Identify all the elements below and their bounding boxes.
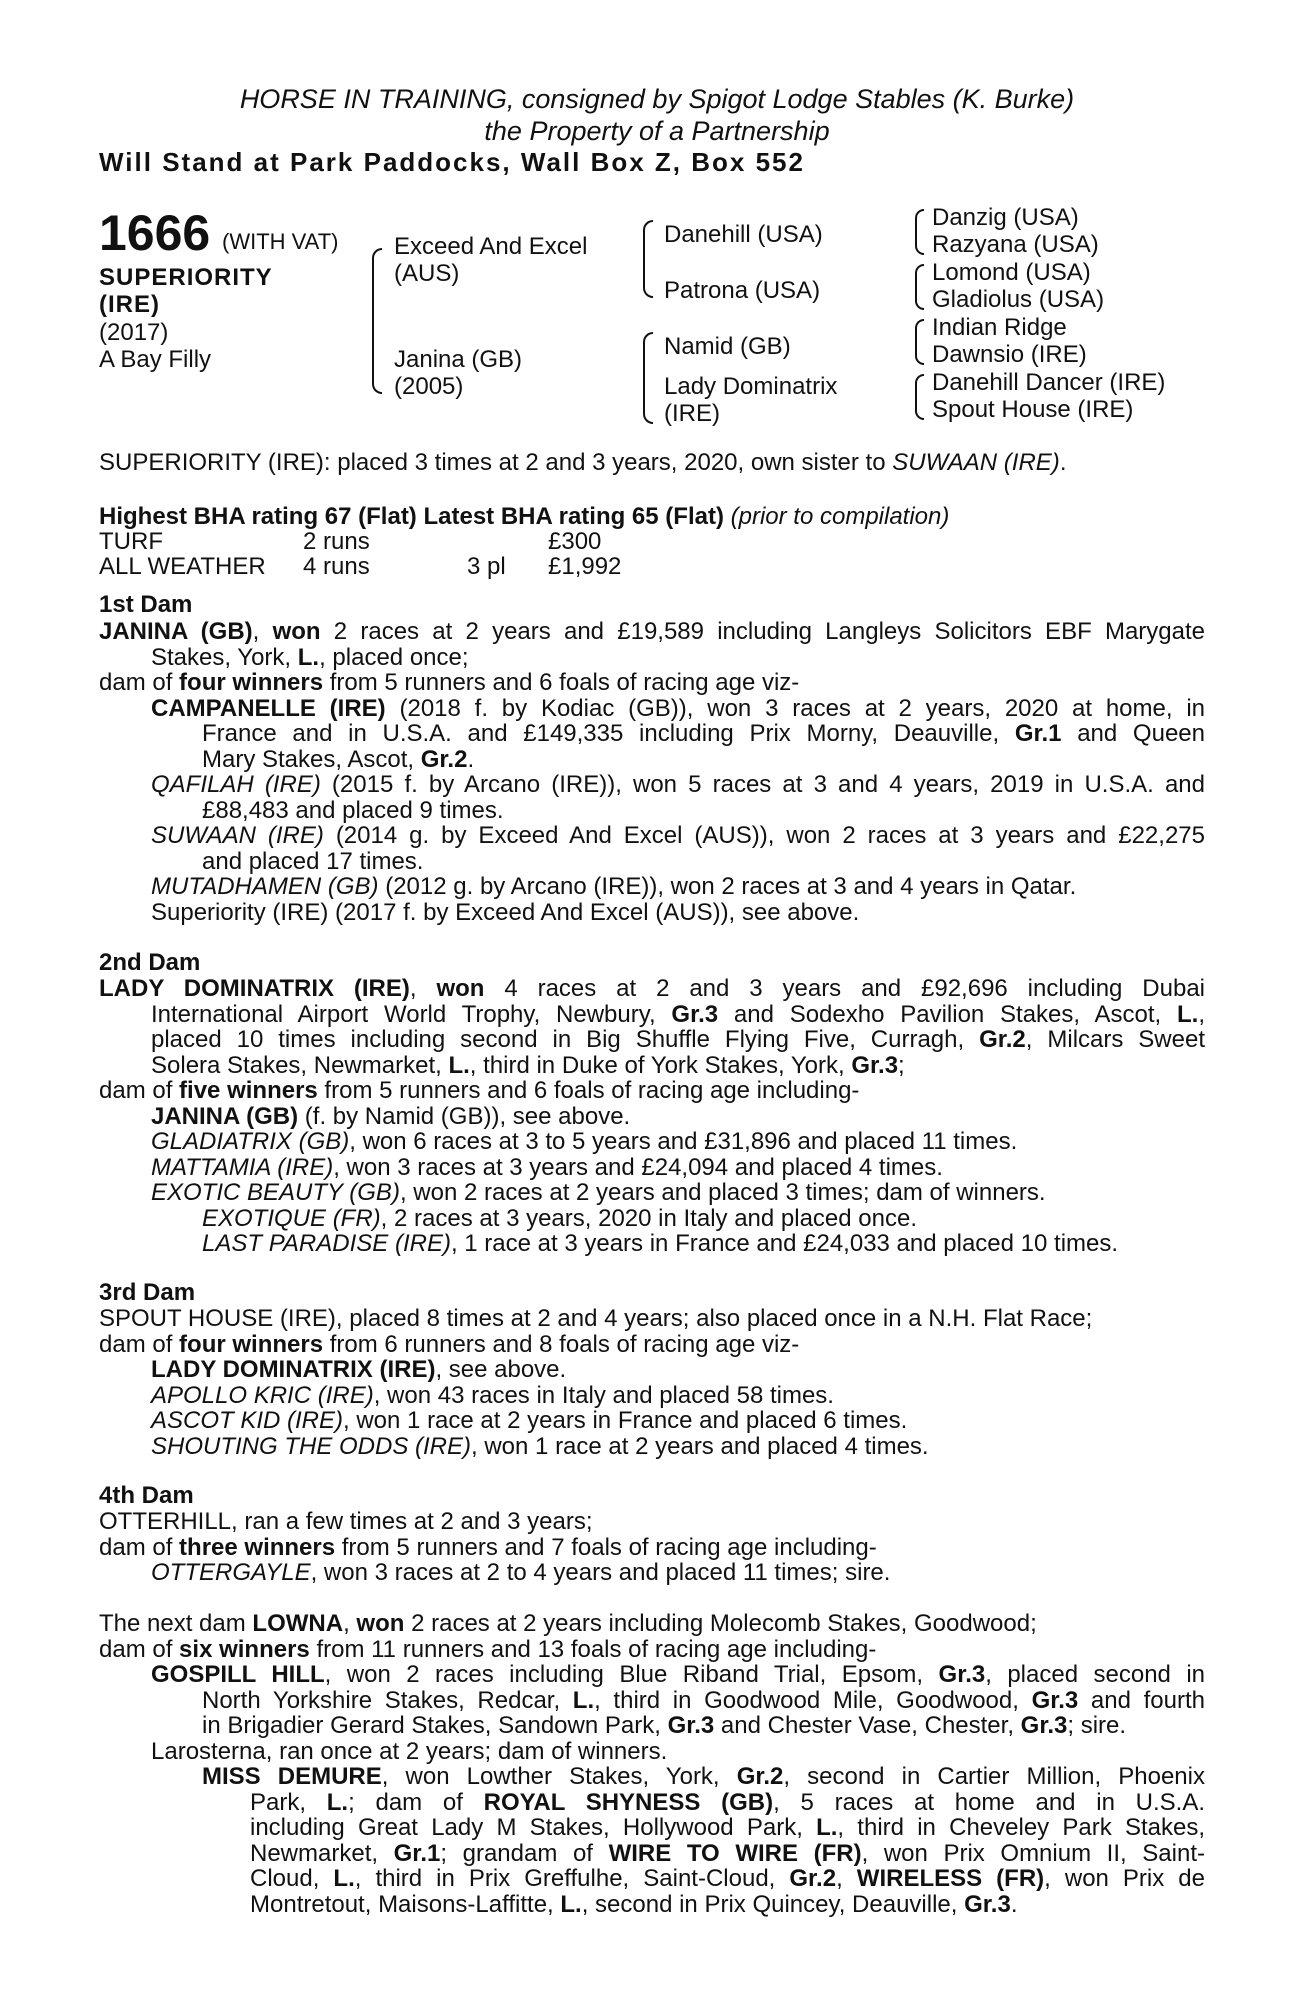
text-run: . <box>1010 1890 1018 1918</box>
text-run: EXOTIC BEAUTY (GB) <box>151 1179 400 1206</box>
text-run: APOLLO KRIC (IRE) <box>151 1381 374 1409</box>
text-run: , won Lowther Stakes, York, <box>381 1763 737 1790</box>
pedigree-sss: Danzig (USA) <box>932 204 1079 231</box>
text-line <box>99 1408 1205 1434</box>
text-run: in Brigadier Gerard Stakes, Sandown Park, <box>202 1712 668 1739</box>
text-run: Gr.3 <box>671 1000 719 1028</box>
dam3-title: 3rd Dam <box>99 1279 196 1306</box>
text-run: MISS DEMURE <box>202 1763 382 1790</box>
text-line <box>99 1206 1205 1232</box>
text-run: (f. by Namid (GB)), see above. <box>298 1102 631 1130</box>
text-run: , second in Prix Quincey, Deauville, <box>581 1890 965 1918</box>
text-run: , won 2 races including Blue Riband Trial, Epsom, <box>324 1661 939 1688</box>
text-run: , won 1 race at 2 years and placed 4 times. <box>471 1432 929 1460</box>
text-line <box>99 1104 1205 1130</box>
text-run: Cloud, <box>250 1865 334 1892</box>
dam3-section <box>99 1306 1205 1459</box>
text-run: , won 2 races at 2 years and placed 3 times; dam of winners. <box>399 1179 1046 1206</box>
text-run: LADY DOMINATRIX (IRE) <box>151 1356 436 1383</box>
text-run: Gr.2 <box>736 1763 784 1790</box>
text-line <box>99 772 1205 798</box>
text-line <box>99 1713 1205 1739</box>
text-run: SPOUT HOUSE (IRE), placed 8 times at 2 and 4 years; also placed once in a N.H. Flat Race; <box>99 1305 1093 1332</box>
header-consignor: HORSE IN TRAINING, consigned by Spigot Lodge Stables (K. Burke) <box>239 84 1075 114</box>
text-run: Gr.3 <box>667 1712 715 1739</box>
text-line <box>99 1180 1205 1206</box>
text-line <box>99 823 1205 849</box>
text-run: Gr.3 <box>1031 1686 1079 1714</box>
text-line <box>99 1662 1205 1688</box>
text-line <box>99 976 1205 1002</box>
aw-placed: 3 pl <box>467 553 506 580</box>
text-line <box>99 619 1205 645</box>
text-run: Park, <box>250 1788 327 1816</box>
text-run: Newmarket, <box>250 1839 394 1867</box>
text-run: The next dam <box>99 1610 253 1637</box>
text-line <box>99 747 1205 773</box>
text-run: International Airport World Trophy, Newbury, <box>151 1000 672 1028</box>
pedigree-ddd: Spout House (IRE) <box>932 396 1134 423</box>
text-line <box>99 1027 1205 1053</box>
text-run: Stakes, York, <box>151 643 298 671</box>
pedigree-ssd: Razyana (USA) <box>932 231 1099 258</box>
turf-label: TURF <box>99 528 163 555</box>
text-line <box>99 721 1205 747</box>
text-run: (2015 f. by Arcano (IRE)), won 5 races at 3 and 4 years, 2019 in U.S.A. and <box>320 771 1205 798</box>
text-run: , 1 race at 3 years in France and £24,033 and placed 10 times. <box>450 1230 1119 1257</box>
text-run: SHOUTING THE ODDS (IRE) <box>151 1432 472 1460</box>
text-run: . <box>467 745 475 773</box>
text-run: (2012 g. by Arcano (IRE)), won 2 races at 3 and 4 years in Qatar. <box>378 873 1077 900</box>
text-run: , 2 races at 3 years, 2020 in Italy and placed once. <box>380 1204 918 1232</box>
pedigree-sire-country: (AUS) <box>394 260 460 287</box>
vat-note: (WITH VAT) <box>222 229 339 254</box>
text-run: and placed 17 times. <box>202 847 424 875</box>
text-run: L. <box>448 1051 470 1079</box>
text-line <box>99 670 1205 696</box>
text-run: 2 races at 2 years and £19,589 including Langleys Solicitors EBF Marygate <box>320 618 1205 645</box>
horse-summary <box>99 449 1066 477</box>
text-run: ROYAL SHYNESS (GB) <box>483 1788 774 1816</box>
pedigree-sire-sire: Danehill (USA) <box>664 221 823 248</box>
horse-description: A Bay Filly <box>99 346 212 373</box>
aw-label: ALL WEATHER <box>99 553 266 580</box>
text-run: £88,483 and placed 9 times. <box>202 796 504 824</box>
text-run: , <box>252 618 273 645</box>
text-run: L. <box>816 1814 838 1841</box>
text-run: JANINA (GB) <box>151 1102 299 1130</box>
text-run: QAFILAH (IRE) <box>151 771 321 798</box>
text-run: MATTAMIA (IRE) <box>151 1153 334 1181</box>
text-run: WIRE TO WIRE (FR) <box>608 1839 862 1867</box>
text-run: MUTADHAMEN (GB) <box>151 873 379 900</box>
text-run: dam of <box>99 1077 180 1104</box>
dam2-title: 2nd Dam <box>99 949 201 976</box>
bha-rating <box>99 503 949 531</box>
pedigree-brace-3c <box>915 319 924 365</box>
text-run: Gr.2 <box>789 1865 837 1892</box>
text-run: , won 6 races at 3 to 5 years and £31,896 and placed 11 times. <box>349 1128 1018 1155</box>
pedigree-dam-dam-country: (IRE) <box>664 400 720 427</box>
text-line <box>99 1306 1205 1332</box>
pedigree-sds: Lomond (USA) <box>932 259 1091 286</box>
text-run: CAMPANELLE (IRE) <box>151 694 386 722</box>
text-line <box>99 1357 1205 1383</box>
aw-runs: 4 runs <box>303 553 370 580</box>
horse-year: (2017) <box>99 319 169 346</box>
text-run: GOSPILL HILL <box>151 1661 325 1688</box>
rating-note: (prior to compilation) <box>730 503 950 530</box>
pedigree-brace-sire-dam <box>372 248 382 394</box>
pedigree-sire-dam: Patrona (USA) <box>664 277 821 304</box>
pedigree-brace-3b <box>915 264 924 310</box>
text-run: (2018 f. by Kodiac (GB)), won 3 races at 2 years, 2020 at home, in <box>385 694 1206 722</box>
text-run: , <box>836 1865 857 1892</box>
text-run: , placed second in <box>985 1661 1206 1688</box>
text-run: 2 races at 2 years including Molecomb Stakes, Goodwood; <box>404 1610 1037 1637</box>
summary-text: SUPERIORITY (IRE): placed 3 times at 2 and 3 years, 2020, own sister to <box>99 449 893 476</box>
header-property: the Property of a Partnership <box>484 116 830 146</box>
text-run: , Milcars Sweet <box>1025 1026 1205 1053</box>
next-dam-section <box>99 1611 1205 1917</box>
text-run: Montretout, Maisons-Laffitte, <box>250 1890 561 1918</box>
text-run: , won 1 race at 2 years in France and placed 6 times. <box>343 1407 908 1434</box>
summary-sister: SUWAAN (IRE) <box>892 449 1060 476</box>
text-run: SUWAAN (IRE) <box>151 822 324 849</box>
text-run: Gr.1 <box>393 1839 441 1867</box>
text-run: and Sodexho Pavilion Stakes, Ascot, <box>718 1000 1177 1028</box>
text-run: ASCOT KID (IRE) <box>151 1407 344 1434</box>
dam1-title: 1st Dam <box>99 591 193 618</box>
pedigree-brace-dam-parents <box>643 332 653 424</box>
text-run: , see above. <box>435 1356 567 1383</box>
text-run: LOWNA <box>252 1610 344 1637</box>
dam4-title: 4th Dam <box>99 1482 194 1509</box>
text-run: , 5 races at home and in U.S.A. <box>773 1788 1206 1816</box>
text-line <box>99 1231 1205 1257</box>
text-line <box>99 1053 1205 1079</box>
pedigree-sire: Exceed And Excel <box>394 233 588 260</box>
pedigree-brace-sire-parents <box>643 220 653 298</box>
text-line <box>99 1611 1205 1637</box>
text-run: Gr.3 <box>938 1661 986 1688</box>
text-line <box>99 1509 1205 1535</box>
text-run: , won Prix Omnium II, Saint- <box>861 1839 1205 1867</box>
text-run: dam of <box>99 669 180 696</box>
text-run: and fourth <box>1078 1686 1205 1714</box>
text-run: from 6 runners and 8 foals of racing age viz- <box>323 1330 800 1358</box>
pedigree-brace-3a <box>915 209 924 255</box>
text-run: , won 3 races at 3 years and £24,094 and placed 4 times. <box>333 1153 943 1181</box>
pedigree-dam-dam: Lady Dominatrix <box>664 373 838 400</box>
text-run: , won 43 races in Italy and placed 58 times. <box>373 1381 834 1409</box>
text-run: , <box>409 975 437 1002</box>
text-run: from 5 runners and 6 foals of racing age viz- <box>323 669 800 696</box>
text-run: from 11 runners and 13 foals of racing age including- <box>309 1635 877 1663</box>
text-line <box>99 1434 1205 1460</box>
text-line <box>99 1892 1205 1918</box>
text-run: JANINA (GB) <box>99 618 253 645</box>
pedigree-brace-3d <box>915 374 924 420</box>
pedigree-sdd: Gladiolus (USA) <box>932 286 1105 313</box>
text-run: from 5 runners and 6 foals of racing age including- <box>317 1077 860 1104</box>
text-run: dam of <box>99 1635 180 1663</box>
horse-country: (IRE) <box>99 291 160 318</box>
text-run: L. <box>326 1788 349 1816</box>
text-run: WIRELESS (FR) <box>856 1865 1045 1892</box>
text-run: France and in U.S.A. and £149,335 including Prix Morny, Deauville, <box>202 720 1015 747</box>
aw-earnings: £1,992 <box>548 553 622 580</box>
text-run: placed 10 times including second in Big Shuffle Flying Five, Curragh, <box>151 1026 980 1053</box>
text-run: , won 3 races at 2 to 4 years and placed 11 times; sire. <box>310 1559 891 1586</box>
text-line <box>99 1155 1205 1181</box>
text-run: and Chester Vase, Chester, <box>714 1712 1021 1739</box>
text-run: including Great Lady M Stakes, Hollywood Park, <box>250 1814 817 1841</box>
text-run: Gr.2 <box>979 1026 1026 1053</box>
text-run: 4 races at 2 and 3 years and £92,696 including Dubai <box>484 975 1205 1002</box>
text-line <box>99 645 1205 671</box>
text-run: won <box>356 1610 405 1637</box>
text-run: Gr.2 <box>420 745 468 773</box>
text-line <box>99 696 1205 722</box>
text-run: , <box>1198 1000 1205 1028</box>
text-run: ; dam of <box>348 1788 484 1816</box>
text-run: , third in Duke of York Stakes, York, <box>469 1051 852 1079</box>
text-run: Gr.3 <box>851 1051 899 1079</box>
text-run: , placed once; <box>319 643 469 671</box>
pedigree-dds: Danehill Dancer (IRE) <box>932 369 1166 396</box>
text-run: six winners <box>179 1635 310 1663</box>
header-location: Will Stand at Park Paddocks, Wall Box Z, Box 552 <box>99 147 805 177</box>
text-line <box>99 1332 1205 1358</box>
pedigree-dam: Janina (GB) <box>394 346 523 373</box>
text-run: ; grandam of <box>440 1839 609 1867</box>
text-line <box>99 1739 1205 1765</box>
text-line <box>99 1129 1205 1155</box>
text-run: Mary Stakes, Ascot, <box>202 745 421 773</box>
horse-name: SUPERIORITY <box>99 264 273 291</box>
dam2-section <box>99 976 1205 1257</box>
summary-end: . <box>1059 449 1067 476</box>
text-run: , third in Prix Greffulhe, Saint-Cloud, <box>354 1865 790 1892</box>
text-run: won <box>436 975 485 1002</box>
text-run: four winners <box>179 1330 324 1358</box>
text-run: Superiority (IRE) (2017 f. by Exceed And Excel (AUS)), see above. <box>151 898 860 926</box>
text-line <box>99 1002 1205 1028</box>
text-line <box>99 874 1205 900</box>
pedigree-dss: Indian Ridge <box>932 314 1067 341</box>
text-run: EXOTIQUE (FR) <box>202 1204 381 1232</box>
text-line <box>99 1866 1205 1892</box>
text-run: L. <box>560 1890 582 1918</box>
text-line <box>99 900 1205 926</box>
text-line <box>99 1535 1205 1561</box>
text-run: LAST PARADISE (IRE) <box>202 1230 451 1257</box>
text-run: North Yorkshire Stakes, Redcar, <box>202 1686 573 1714</box>
text-run: won <box>272 618 321 645</box>
text-line <box>99 1790 1205 1816</box>
text-line <box>99 1841 1205 1867</box>
text-run: LADY DOMINATRIX (IRE) <box>99 975 410 1002</box>
text-run: from 5 runners and 7 foals of racing age including- <box>335 1533 877 1561</box>
text-line <box>99 798 1205 824</box>
text-line <box>99 849 1205 875</box>
text-run: dam of <box>99 1330 180 1358</box>
text-run: , third in Cheveley Park Stakes, <box>837 1814 1205 1841</box>
text-line <box>99 1815 1205 1841</box>
text-run: OTTERHILL, ran a few times at 2 and 3 years; <box>99 1508 593 1535</box>
text-run: (2014 g. by Exceed And Excel (AUS)), won 2 races at 3 years and £22,275 <box>323 822 1205 849</box>
text-run: Gr.1 <box>1014 720 1062 747</box>
text-run: OTTERGAYLE <box>151 1559 311 1586</box>
rating-text: Highest BHA rating 67 (Flat) Latest BHA rating 65 (Flat) <box>99 503 724 530</box>
text-run: ; sire. <box>1067 1712 1127 1739</box>
text-run: L. <box>333 1865 355 1892</box>
text-run: , third in Goodwood Mile, Goodwood, <box>594 1686 1032 1714</box>
text-run: Gr.3 <box>964 1890 1011 1918</box>
dam1-section <box>99 619 1205 925</box>
pedigree-dsd: Dawnsio (IRE) <box>932 341 1087 368</box>
lot-number: 1666 <box>99 205 211 261</box>
text-run: L. <box>297 643 320 671</box>
text-run: , second in Cartier Million, Phoenix <box>783 1763 1205 1790</box>
text-run: , <box>343 1610 357 1637</box>
text-run: and Queen <box>1061 720 1205 747</box>
text-run: L. <box>1177 1000 1199 1028</box>
text-run: ; <box>898 1051 905 1079</box>
text-line <box>99 1078 1205 1104</box>
text-run: dam of <box>99 1533 180 1561</box>
text-run: five winners <box>179 1077 318 1104</box>
text-run: GLADIATRIX (GB) <box>151 1128 350 1155</box>
turf-runs: 2 runs <box>303 528 370 555</box>
text-line <box>99 1688 1205 1714</box>
text-run: L. <box>572 1686 595 1714</box>
pedigree-dam-year: (2005) <box>394 373 464 400</box>
dam4-section <box>99 1509 1205 1586</box>
text-run: four winners <box>179 669 324 696</box>
text-line <box>99 1637 1205 1663</box>
text-run: Solera Stakes, Newmarket, <box>151 1051 449 1079</box>
text-line <box>99 1764 1205 1790</box>
pedigree-dam-sire: Namid (GB) <box>664 333 791 360</box>
text-line <box>99 1383 1205 1409</box>
turf-earnings: £300 <box>548 528 602 555</box>
text-run: three winners <box>179 1533 336 1561</box>
text-run: , won Prix de <box>1044 1865 1205 1892</box>
text-run: Larosterna, ran once at 2 years; dam of winners. <box>151 1737 668 1765</box>
text-line <box>99 1560 1205 1586</box>
text-run: Gr.3 <box>1020 1712 1068 1739</box>
